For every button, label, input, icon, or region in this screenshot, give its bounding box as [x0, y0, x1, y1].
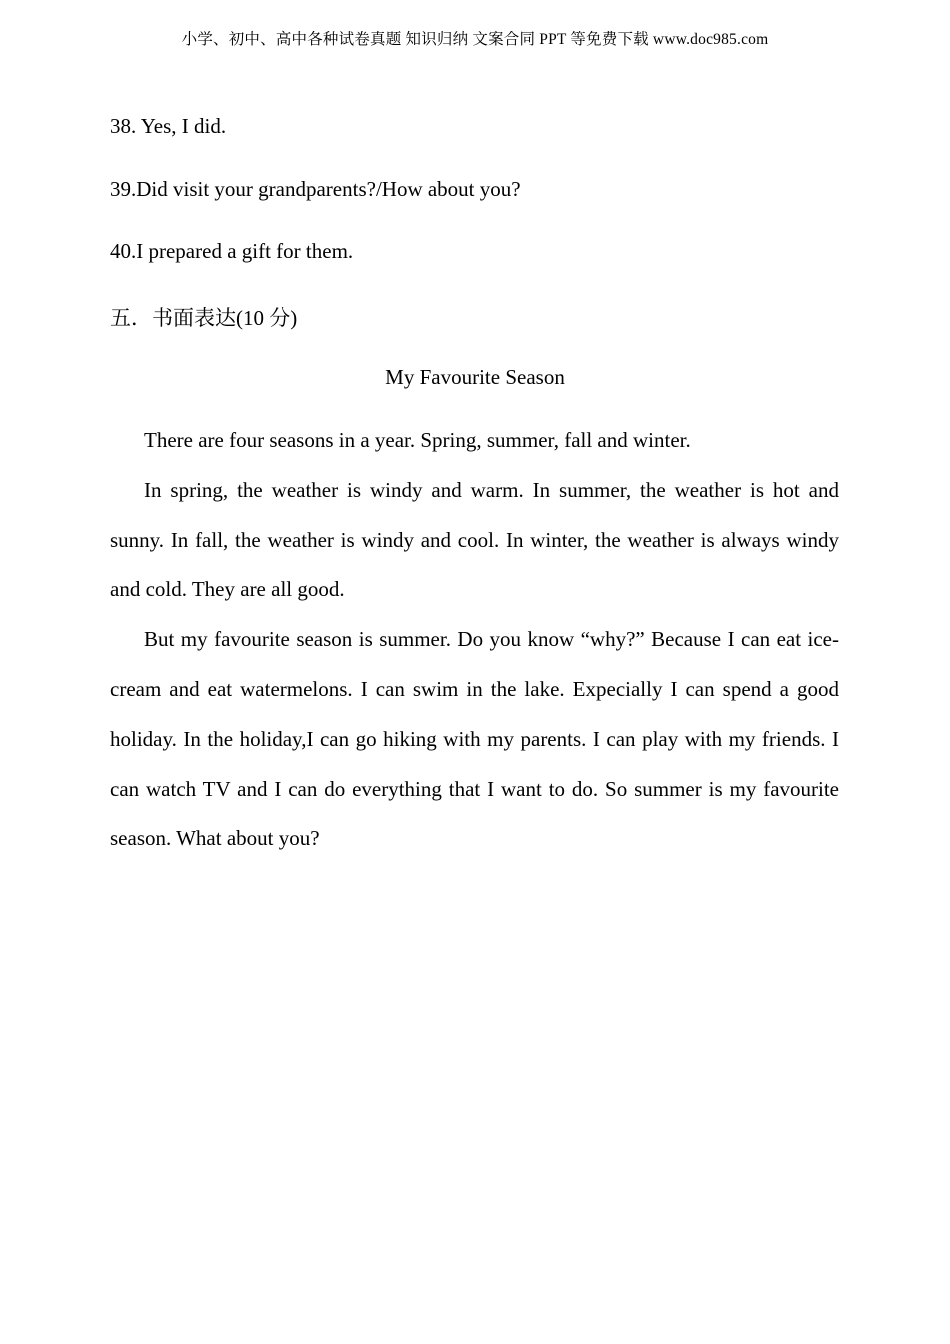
page-header: 小学、初中、高中各种试卷真题 知识归纳 文案合同 PPT 等免费下载 www.doc985.com — [181, 31, 769, 48]
essay-title: My Favourite Season — [385, 365, 565, 389]
section-heading: 五．书面表达(10 分) — [110, 306, 298, 330]
essay-paragraph-1: There are four seasons in a year. Spring, summer, fall and winter. — [144, 428, 691, 452]
essay-paragraph-3: But my favourite season is summer. Do you know “why?” Because I can eat ice-cream and eat watermelons. I can swim in the lake. Expecially I can spend a good holiday. In the holiday,I can go hiking with my parents. I can play with my friends. I can watch TV and I can do everything that I want to do. So summer is my favourite season. What about you? — [110, 627, 839, 851]
answer-38: 38. Yes, I did. — [110, 114, 227, 138]
essay-paragraph-2: In spring, the weather is windy and warm. In summer, the weather is hot and sunny. In fall, the weather is windy and cool. In winter, the weather is always windy and cold. They are all good. — [110, 477, 839, 602]
answer-39: 39.Did visit your grandparents?/How about you? — [110, 177, 521, 201]
answer-40: 40.I prepared a gift for them. — [110, 239, 354, 263]
essay-body — [110, 416, 839, 864]
